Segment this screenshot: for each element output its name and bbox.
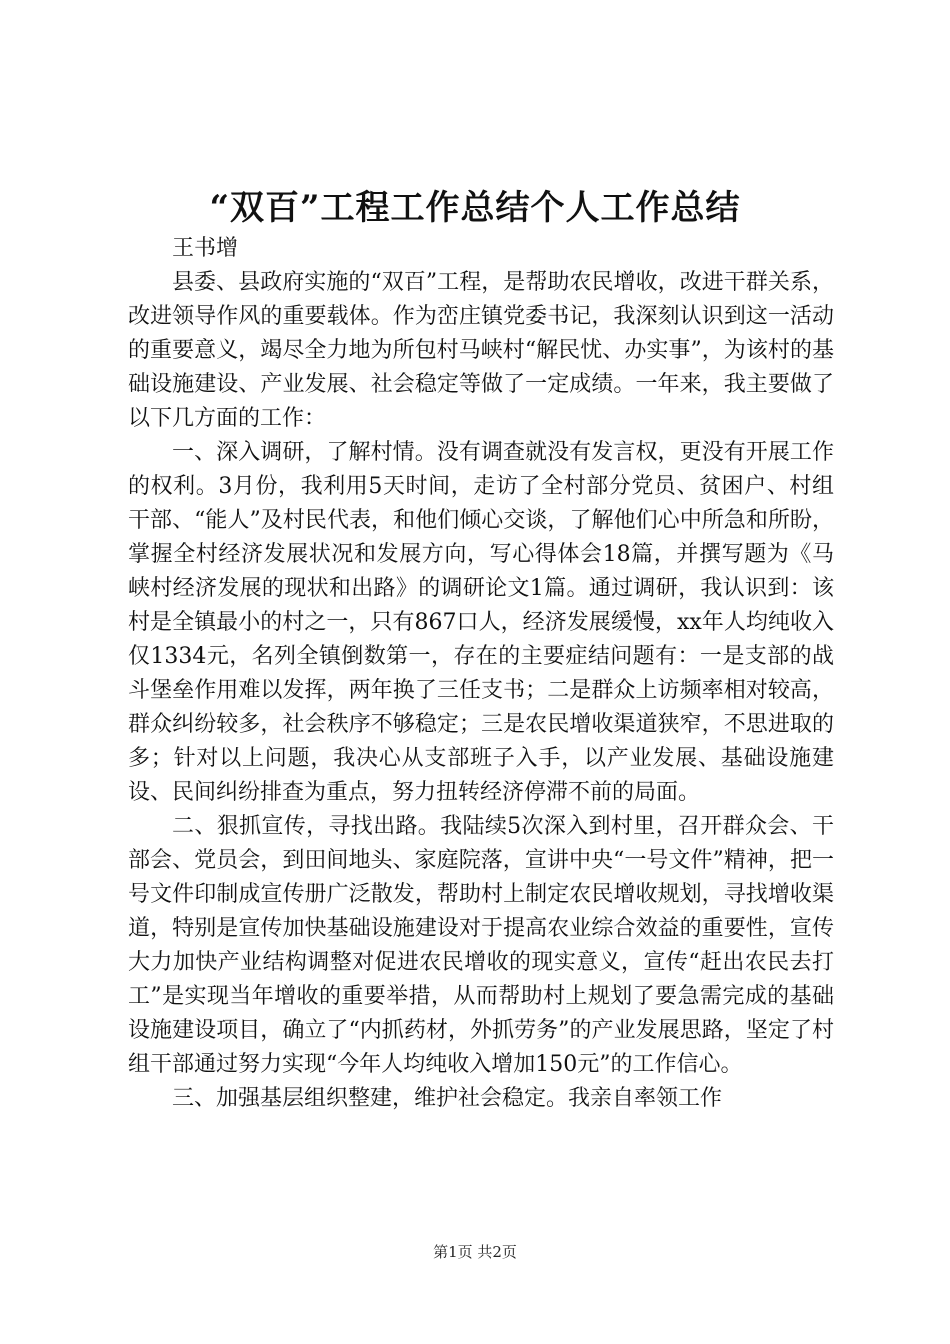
paragraph-intro: 县委、县政府实施的“双百”工程，是帮助农民增收，改进干群关系，改进领导作风的重要载体。作为峦庄镇党委书记，我深刻认识到这一活动的重要意义，竭尽全力地为所包村马峡村“解民忧、办实事”，为该村的基础设施建设、产业发展、社会稳定等做了一定成绩。一年来，我主要做了以下几方面的工作： bbox=[128, 270, 834, 431]
paragraph-section-2: 二、狠抓宣传，寻找出路。我陆续5次深入到村里，召开群众会、干部会、党员会，到田间地头、家庭院落，宣讲中央“一号文件”精神，把一号文件印制成宣传册广泛散发，帮助村上制定农民增收规划，寻找增收渠道，特别是宣传加快基础设施建设对于提高农业综合效益的重要性，宣传大力加快产业结构调整对促进农民增收的现实意义，宣传“赶出农民去打工”是实现当年增收的重要举措，从而帮助村上规划了要急需完成的基础设施建设项目，确立了“内抓药材，外抓劳务”的产业发展思路，坚定了村组干部通过努力实现“今年人均纯收入增加150元”的工作信心。 bbox=[128, 814, 834, 1077]
paragraph-section-1: 一、深入调研，了解村情。没有调查就没有发言权，更没有开展工作的权利。3月份，我利用5天时间，走访了全村部分党员、贫困户、村组干部、“能人”及村民代表，和他们倾心交谈，了解他们心中所急和所盼，掌握全村经济发展状况和发展方向，写心得体会18篇，并撰写题为《马峡村经济发展的现状和出路》的调研论文1篇。通过调研，我认识到：该村是全镇最小的村之一，只有867口人，经济发展缓慢，xx年人均纯收入仅1334元，名列全镇倒数第一，存在的主要症结问题有：一是支部的战斗堡垒作用难以发挥，两年换了三任支书；二是群众上访频率相对较高，群众纠纷较多，社会秩序不够稳定；三是农民增收渠道狭窄，不思进取的多；针对以上问题，我决心从支部班子入手，以产业发展、基础设施建设、民间纠纷排查为重点，努力扭转经济停滞不前的局面。 bbox=[128, 440, 834, 805]
page-footer: 第1页 共2页 bbox=[433, 1243, 517, 1261]
paragraph-section-3: 三、加强基层组织整建，维护社会稳定。我亲自率领工作 bbox=[172, 1086, 723, 1111]
author-line: 王书增 bbox=[172, 236, 239, 261]
document-body bbox=[128, 232, 834, 1116]
document-title: “双百”工程工作总结个人工作总结 bbox=[209, 188, 741, 228]
